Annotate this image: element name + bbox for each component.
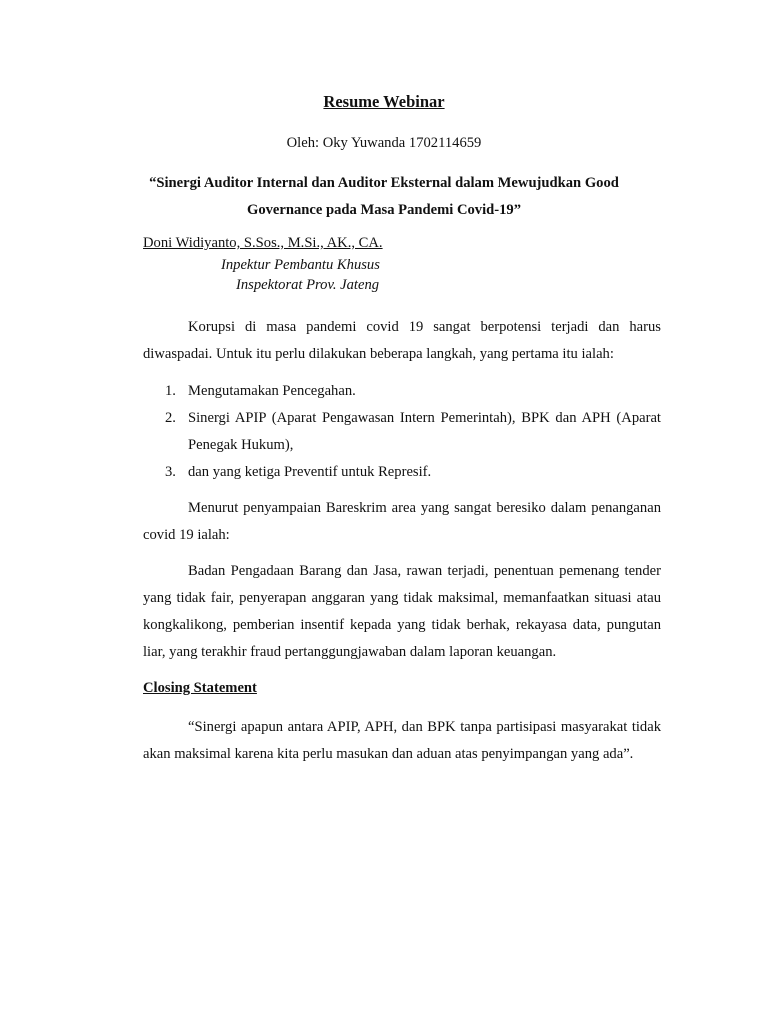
list-item-text: Sinergi APIP (Aparat Pengawasan Intern Pemerintah), BPK dan APH (Aparat Penegak Hukum), [188,410,661,453]
list-item-number: 2. [165,410,176,426]
document-title: Resume Webinar [323,92,445,111]
closing-paragraph-text: “Sinergi apapun antara APIP, APH, dan BPK tanpa partisipasi masyarakat tidak akan maksimal karena kita perlu masukan dan aduan atas penyimpangan yang ada”. [143,719,661,762]
intro-paragraph [143,314,661,368]
author-line: Oleh: Oky Yuwanda 1702114659 [286,135,482,151]
risk-areas-paragraph-text: Badan Pengadaan Barang dan Jasa, rawan terjadi, penentuan pemenang tender yang tidak fair, penyerapan anggaran yang tidak maksimal, memanfaatkan situasi atau kongkalikong, pemberian insentif kepada yang tidak berhak, rekayasa data, pungutan liar, yang terakhir fraud pertanggungjawaban dalam laporan keuangan. [143,563,661,660]
speaker-name: Doni Widiyanto, S.Sos., M.Si., AK., CA. [143,235,383,251]
bareskrim-paragraph [143,495,661,549]
list-item [160,405,661,459]
speaker-position: Inpektur Pembantu Khusus [221,257,380,273]
steps-list [160,378,661,486]
intro-paragraph-text: Korupsi di masa pandemi covid 19 sangat berpotensi terjadi dan harus diwaspadai. Untuk itu perlu dilakukan beberapa langkah, yang pertama itu ialah: [143,319,661,362]
list-item-text: dan yang ketiga Preventif untuk Represif. [188,464,432,480]
closing-paragraph [143,714,661,768]
risk-areas-paragraph [143,558,661,666]
topic-line-1: “Sinergi Auditor Internal dan Auditor Eksternal dalam Mewujudkan Good [149,175,619,191]
speaker-organization: Inspektorat Prov. Jateng [236,277,380,293]
list-item-number: 1. [165,383,176,399]
webinar-topic [148,170,620,224]
bareskrim-paragraph-text: Menurut penyampaian Bareskrim area yang sangat beresiko dalam penanganan covid 19 ialah: [143,500,661,543]
list-item-text: Mengutamakan Pencegahan. [188,383,356,399]
list-item [160,459,661,486]
topic-line-2: Governance pada Masa Pandemi Covid-19” [246,202,522,218]
list-item-number: 3. [165,464,176,480]
list-item [160,378,661,405]
closing-heading: Closing Statement [143,680,257,696]
